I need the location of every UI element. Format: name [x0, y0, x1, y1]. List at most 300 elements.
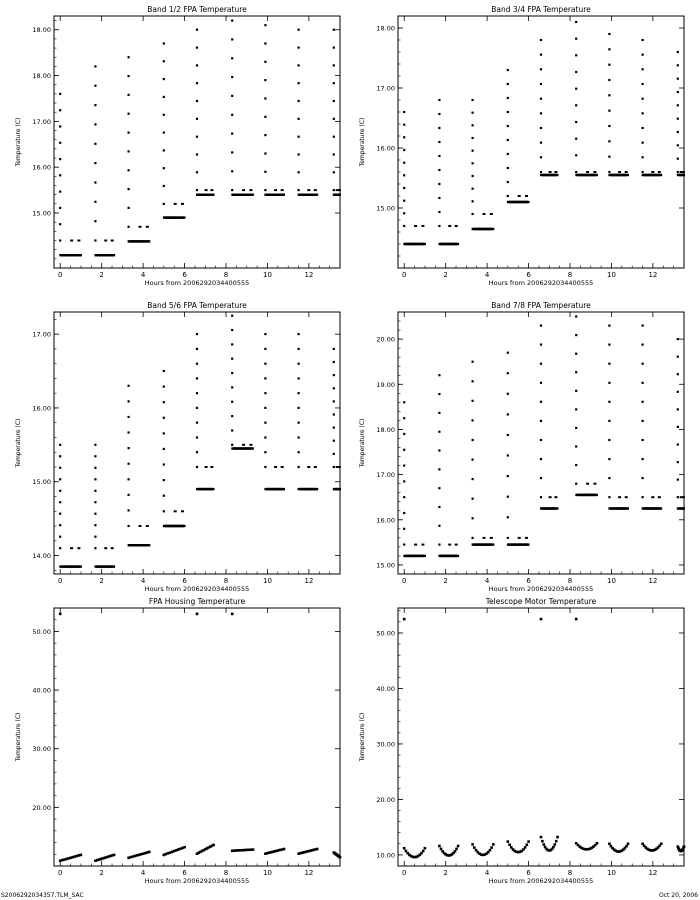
data-point — [59, 93, 61, 95]
data-point — [298, 451, 300, 453]
data-point — [111, 254, 115, 256]
data-point — [540, 83, 542, 85]
data-point — [196, 47, 198, 49]
data-point — [307, 189, 310, 191]
data-point — [549, 496, 552, 498]
x-tick-label: 4 — [140, 869, 146, 877]
data-point — [163, 479, 165, 481]
data-point — [575, 483, 577, 485]
x-tick-label: 2 — [443, 869, 448, 877]
x-tick-label: 10 — [263, 271, 272, 279]
y-tick-label: 18.00 — [32, 72, 51, 81]
x-tick-label: 12 — [304, 271, 314, 279]
data-point — [608, 48, 610, 50]
data-point — [438, 197, 440, 199]
data-point — [250, 447, 254, 449]
data-point — [264, 61, 266, 63]
data-point — [608, 344, 610, 346]
data-point — [554, 843, 557, 846]
data-point — [59, 501, 61, 503]
data-point — [472, 400, 474, 402]
y-axis-label: Temperature (C) — [359, 418, 366, 468]
data-point — [575, 71, 577, 73]
data-point — [298, 171, 300, 173]
y-tick-label: 16.00 — [32, 404, 51, 413]
y-tick-label: 16.00 — [32, 163, 51, 172]
data-point — [146, 525, 149, 527]
y-tick-label: 20.00 — [32, 803, 51, 812]
data-point — [483, 213, 486, 215]
data-point — [438, 141, 440, 143]
data-point — [575, 464, 577, 466]
data-point — [608, 401, 610, 403]
x-tick-label: 4 — [140, 577, 146, 585]
data-point — [333, 466, 335, 468]
data-point — [540, 618, 543, 621]
data-point — [264, 451, 266, 453]
data-point — [575, 618, 578, 621]
data-point — [196, 100, 198, 102]
data-point — [298, 348, 300, 350]
data-point — [507, 372, 509, 374]
data-point — [540, 836, 543, 839]
data-point — [298, 29, 300, 31]
data-point — [128, 400, 130, 402]
data-point — [507, 69, 509, 71]
data-point — [333, 153, 335, 155]
y-axis-label: Temperature (C) — [15, 117, 22, 167]
data-point — [625, 174, 629, 176]
data-point — [540, 477, 542, 479]
data-point — [333, 427, 335, 429]
data-point — [608, 420, 610, 422]
data-point — [146, 226, 149, 228]
data-point — [78, 254, 82, 256]
data-point — [608, 458, 610, 460]
data-point — [593, 483, 596, 485]
data-point — [333, 348, 335, 350]
data-point — [575, 154, 577, 156]
data-point — [231, 343, 233, 345]
chart-panel-6 — [359, 597, 685, 885]
data-point — [163, 114, 165, 116]
data-point — [658, 496, 661, 498]
x-tick-label: 12 — [648, 869, 658, 877]
data-point — [472, 112, 474, 114]
data-point — [677, 158, 679, 160]
data-point — [540, 127, 542, 129]
data-point — [642, 420, 644, 422]
chart-title: Band 1/2 FPA Temperature — [147, 5, 247, 14]
x-tick-label: 6 — [526, 869, 531, 877]
data-point — [472, 459, 474, 461]
data-point — [403, 618, 406, 621]
data-point — [596, 842, 599, 845]
data-point — [264, 116, 266, 118]
data-point — [59, 109, 61, 111]
x-tick-label: 10 — [607, 869, 616, 877]
data-point — [94, 536, 96, 538]
data-point — [681, 174, 685, 176]
chart-title: Band 7/8 FPA Temperature — [491, 301, 591, 310]
data-point — [540, 401, 542, 403]
data-point — [163, 149, 165, 151]
data-point — [677, 496, 679, 498]
data-point — [94, 467, 96, 469]
x-tick-label: 6 — [526, 577, 531, 585]
data-point — [249, 444, 252, 446]
data-point — [472, 213, 474, 215]
data-point — [455, 225, 458, 227]
data-point — [59, 125, 61, 127]
data-point — [438, 506, 440, 508]
data-point — [333, 64, 335, 66]
data-point — [526, 543, 530, 545]
data-point — [128, 169, 130, 171]
data-point — [128, 509, 130, 511]
x-axis-label: Hours from 2006292034400555 — [488, 877, 594, 885]
data-point — [59, 547, 61, 549]
data-point — [507, 97, 509, 99]
data-point — [298, 100, 300, 102]
x-tick-label: 0 — [57, 271, 63, 279]
data-point — [658, 174, 662, 176]
x-tick-label: 8 — [567, 271, 573, 279]
y-tick-label: 18.00 — [376, 24, 395, 33]
data-point — [438, 544, 440, 546]
data-point — [651, 496, 654, 498]
data-point — [94, 455, 96, 457]
data-point — [677, 426, 679, 428]
data-point — [163, 167, 165, 169]
data-point — [264, 171, 266, 173]
data-point — [575, 54, 577, 56]
data-point — [575, 21, 577, 23]
data-point — [128, 494, 130, 496]
data-point — [211, 488, 215, 490]
x-tick-label: 10 — [263, 577, 272, 585]
chart-panel-4 — [359, 301, 685, 593]
data-point — [59, 455, 61, 457]
data-point — [507, 352, 509, 354]
data-point — [658, 171, 661, 173]
data-point — [174, 203, 177, 205]
data-layer — [59, 613, 341, 862]
x-tick-label: 0 — [401, 577, 407, 585]
data-point — [403, 465, 405, 467]
chart-panel-2 — [359, 5, 685, 287]
data-point — [333, 29, 335, 31]
y-tick-label: 50.00 — [32, 627, 51, 636]
data-point — [333, 136, 335, 138]
data-point — [422, 243, 426, 245]
data-point — [333, 413, 335, 415]
data-point — [540, 496, 542, 498]
data-point — [196, 613, 199, 616]
y-tick-label: 17.00 — [32, 330, 51, 339]
data-point — [59, 478, 61, 480]
data-point — [625, 507, 629, 509]
data-point — [625, 496, 628, 498]
data-point — [507, 393, 509, 395]
data-point — [59, 223, 61, 225]
chart-title: Band 3/4 FPA Temperature — [491, 5, 591, 14]
data-point — [163, 401, 165, 403]
data-point — [264, 348, 266, 350]
data-point — [438, 127, 440, 129]
data-point — [472, 498, 474, 500]
data-point — [642, 401, 644, 403]
data-point — [104, 240, 107, 242]
data-point — [163, 432, 165, 434]
x-tick-label: 0 — [57, 869, 63, 877]
data-point — [59, 524, 61, 526]
data-point — [333, 374, 335, 376]
data-point — [608, 325, 610, 327]
data-point — [455, 243, 459, 245]
data-point — [139, 226, 142, 228]
data-point — [658, 507, 662, 509]
data-point — [196, 333, 198, 335]
data-point — [231, 189, 233, 191]
data-point — [298, 422, 300, 424]
data-point — [231, 429, 233, 431]
data-point — [608, 64, 610, 66]
data-point — [642, 325, 644, 327]
data-point — [196, 348, 198, 350]
data-point — [677, 338, 679, 340]
x-tick-label: 0 — [401, 271, 407, 279]
data-point — [59, 142, 61, 144]
y-tick-label: 18.00 — [376, 425, 395, 434]
x-axis-label: Hours from 2006292034400555 — [488, 279, 594, 287]
data-point — [196, 171, 198, 173]
data-point — [113, 854, 116, 857]
data-point — [543, 843, 546, 846]
data-point — [231, 613, 234, 616]
data-point — [472, 537, 474, 539]
data-point — [128, 113, 130, 115]
data-point — [281, 194, 285, 196]
data-point — [642, 439, 644, 441]
data-point — [575, 334, 577, 336]
y-tick-label: 19.00 — [376, 380, 395, 389]
data-point — [448, 544, 451, 546]
data-point — [681, 507, 685, 509]
data-point — [438, 431, 440, 433]
data-point — [507, 516, 509, 518]
data-point — [507, 840, 510, 843]
y-tick-label: 30.00 — [32, 745, 51, 754]
data-point — [608, 496, 610, 498]
data-point — [59, 444, 61, 446]
data-point — [642, 344, 644, 346]
y-axis-label: Temperature (C) — [15, 712, 22, 762]
data-point — [507, 139, 509, 141]
data-point — [333, 361, 335, 363]
data-point — [457, 845, 460, 848]
x-tick-label: 8 — [223, 577, 229, 585]
data-point — [111, 565, 115, 567]
data-point — [264, 79, 266, 81]
data-point — [94, 513, 96, 515]
data-point — [128, 150, 130, 152]
data-point — [555, 174, 559, 176]
data-point — [540, 382, 542, 384]
data-point — [642, 54, 644, 56]
data-point — [438, 211, 440, 213]
data-point — [540, 39, 542, 41]
data-point — [540, 420, 542, 422]
data-layer — [59, 315, 341, 568]
data-point — [274, 189, 277, 191]
plot-frame — [54, 16, 340, 268]
data-point — [94, 104, 96, 106]
data-point — [507, 454, 509, 456]
data-point — [148, 851, 151, 854]
data-point — [507, 434, 509, 436]
y-tick-label: 15.00 — [32, 209, 51, 218]
y-tick-label: 17.00 — [376, 84, 395, 93]
data-point — [490, 228, 494, 230]
data-point — [540, 68, 542, 70]
x-tick-label: 8 — [223, 271, 229, 279]
data-point — [642, 39, 644, 41]
data-point — [575, 371, 577, 373]
data-point — [677, 64, 679, 66]
data-point — [94, 547, 96, 549]
y-tick-label: 10.00 — [376, 851, 395, 860]
y-tick-label: 15.00 — [376, 204, 395, 213]
data-point — [163, 417, 165, 419]
data-point — [281, 488, 285, 490]
chart-panel-1 — [15, 5, 341, 287]
data-point — [181, 203, 184, 205]
x-tick-label: 4 — [484, 577, 490, 585]
data-point — [575, 121, 577, 123]
data-point — [337, 488, 341, 490]
y-tick-label: 14.00 — [32, 552, 51, 561]
data-point — [472, 137, 474, 139]
data-point — [403, 401, 405, 403]
data-point — [264, 392, 266, 394]
data-point — [231, 57, 233, 59]
data-point — [333, 47, 335, 49]
data-point — [575, 104, 577, 106]
x-tick-label: 6 — [526, 271, 531, 279]
data-point — [333, 82, 335, 84]
data-point — [438, 169, 440, 171]
x-tick-label: 2 — [99, 577, 104, 585]
data-point — [403, 187, 405, 189]
data-point — [608, 94, 610, 96]
data-point — [283, 848, 286, 851]
data-point — [424, 847, 427, 850]
data-point — [196, 189, 198, 191]
data-point — [507, 496, 509, 498]
data-point — [403, 847, 406, 850]
data-point — [298, 136, 300, 138]
data-point — [333, 400, 335, 402]
data-point — [507, 195, 509, 197]
data-point — [94, 220, 96, 222]
data-point — [472, 478, 474, 480]
data-point — [421, 544, 424, 546]
plot-frame — [398, 608, 684, 866]
data-point — [163, 448, 165, 450]
y-tick-label: 15.00 — [32, 478, 51, 487]
data-point — [163, 203, 165, 205]
data-point — [59, 158, 61, 160]
data-point — [472, 517, 474, 519]
data-point — [333, 387, 335, 389]
data-point — [555, 507, 559, 509]
data-point — [642, 98, 644, 100]
data-point — [264, 407, 266, 409]
chart-title: Band 5/6 FPA Temperature — [147, 301, 247, 310]
data-point — [440, 848, 443, 851]
data-point — [264, 97, 266, 99]
y-tick-label: 16.00 — [376, 516, 395, 525]
data-point — [210, 189, 213, 191]
data-point — [264, 42, 266, 44]
data-point — [163, 370, 165, 372]
data-point — [438, 374, 440, 376]
data-point — [508, 844, 511, 847]
data-point — [438, 155, 440, 157]
data-point — [231, 151, 233, 153]
data-point — [422, 850, 425, 853]
data-point — [70, 240, 73, 242]
data-point — [618, 171, 621, 173]
data-point — [231, 415, 233, 417]
data-point — [77, 240, 80, 242]
data-point — [128, 75, 130, 77]
data-point — [59, 207, 61, 209]
data-point — [314, 189, 317, 191]
data-point — [264, 377, 266, 379]
data-point — [608, 477, 610, 479]
data-point — [608, 843, 611, 846]
y-axis-label: Temperature (C) — [359, 117, 366, 167]
data-layer — [403, 21, 685, 245]
data-point — [403, 225, 405, 227]
data-point — [507, 167, 509, 169]
data-point — [94, 65, 96, 67]
data-point — [59, 536, 61, 538]
data-point — [593, 171, 596, 173]
data-point — [625, 171, 628, 173]
data-point — [94, 181, 96, 183]
data-point — [403, 124, 405, 126]
data-point — [128, 226, 130, 228]
footer-date: Oct 20, 2006 — [659, 892, 698, 899]
data-point — [111, 547, 114, 549]
data-point — [438, 113, 440, 115]
y-tick-label: 17.00 — [32, 117, 51, 126]
data-point — [59, 239, 61, 241]
data-point — [196, 436, 198, 438]
data-point — [298, 407, 300, 409]
data-point — [163, 463, 165, 465]
data-point — [298, 363, 300, 365]
data-point — [642, 496, 644, 498]
data-point — [196, 392, 198, 394]
data-point — [128, 188, 130, 190]
y-tick-label: 30.00 — [376, 740, 395, 749]
data-point — [642, 156, 644, 158]
data-layer — [403, 618, 685, 859]
